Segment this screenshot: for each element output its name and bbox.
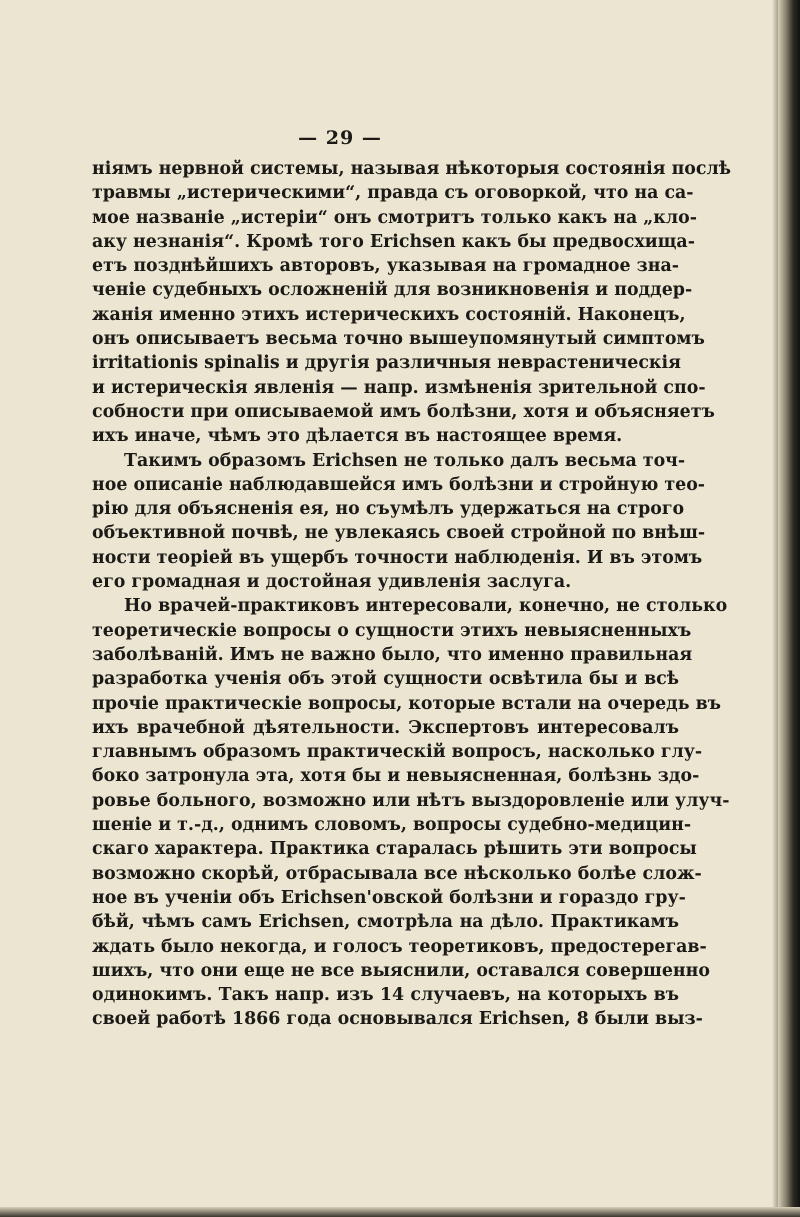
text-line: заболѣваній. Имъ не важно было, что именно правильная	[92, 644, 693, 665]
text-line: ждать было некогда, и голосъ теоретиковъ, предостерегав-	[92, 936, 707, 957]
text-line: разработка ученія объ этой сущности освѣтила бы и всѣ	[92, 669, 679, 690]
text-line: рію для объясненія ея, но съумѣлъ удержаться на строго	[92, 499, 685, 520]
page-number: — 29 —	[298, 127, 382, 149]
text-line: его громадная и достойная удивленія заслуга.	[92, 572, 572, 593]
text-line: собности при описываемой имъ болѣзни, хотя и объясняетъ	[92, 401, 715, 422]
text-line: irritationis spinalis и другія различныя неврастеническія	[92, 353, 681, 374]
text-line: возможно скорѣй, отбрасывала все нѣсколько болѣе слож-	[92, 863, 702, 884]
page-bottom-edge	[0, 1207, 800, 1217]
text-line: ровье больного, возможно или нѣтъ выздоровленіе или улуч-	[92, 790, 730, 811]
text-line: ніямъ нервной системы, называя нѣкоторыя состоянія послѣ	[92, 159, 731, 179]
text-line: теоретическіе вопросы о сущности этихъ невыясненныхъ	[92, 620, 692, 641]
text-line: одинокимъ. Такъ напр. изъ 14 случаевъ, на которыхъ въ	[92, 985, 679, 1006]
text-line: Такимъ образомъ Erichsen не только далъ весьма точ-	[124, 450, 686, 471]
text-line: прочіе практическіе вопросы, которые встали на очередь въ	[92, 693, 722, 714]
text-line: онъ описываетъ весьма точно вышеупомянутый симптомъ	[92, 329, 705, 350]
text-line: ности теоріей въ ущербъ точности наблюденія. И въ этомъ	[92, 547, 703, 568]
text-line: объективной почвѣ, не увлекаясь своей стройной по внѣш-	[92, 523, 706, 544]
text-line: етъ позднѣйшихъ авторовъ, указывая на громадное зна-	[92, 256, 679, 277]
text-line: шихъ, что они еще не все выяснили, оставался совершенно	[92, 960, 710, 981]
text-line: ченіе судебныхъ осложненій для возникновенія и поддер-	[92, 280, 693, 301]
text-line: травмы „истерическими“, правда съ оговоркой, что на са-	[92, 183, 694, 204]
text-line: ное описаніе наблюдавшейся имъ болѣзни и стройную тео-	[92, 474, 706, 495]
text-line: Но врачей-практиковъ интересовали, конечно, не столько	[124, 596, 728, 617]
text-line: ихъ врачебной дѣятельности. Экспертовъ интересовалъ	[92, 717, 679, 738]
text-line: боко затронула эта, хотя бы и невыясненная, болѣзнь здо-	[92, 766, 700, 787]
text-line: бѣй, чѣмъ самъ Erichsen, смотрѣла на дѣло. Практикамъ	[92, 912, 679, 933]
book-spine	[778, 0, 800, 1217]
text-line: аку незнанія“. Кромѣ того Erichsen какъ бы предвосхища-	[92, 231, 695, 252]
text-line: ихъ иначе, чѣмъ это дѣлается въ настоящее время.	[92, 426, 623, 447]
body-text	[92, 157, 731, 1032]
text-line: шеніе и т.-д., однимъ словомъ, вопросы судебно-медицин-	[92, 815, 692, 836]
text-line: жанія именно этихъ истерическихъ состояній. Наконецъ,	[92, 304, 686, 325]
text-line: своей работѣ 1866 года основывался Erichsen, 8 были выз-	[92, 1009, 703, 1030]
text-line: скаго характера. Практика старалась рѣшить эти вопросы	[92, 839, 697, 860]
text-line: и истерическія явленія — напр. измѣненія зрительной спо-	[92, 377, 706, 398]
text-line: ное въ ученіи объ Erichsen'овской болѣзни и гораздо гру-	[92, 887, 686, 908]
text-line: мое названіе „истеріи“ онъ смотритъ только какъ на „кло-	[92, 207, 697, 228]
text-line: главнымъ образомъ практическій вопросъ, насколько глу-	[92, 742, 703, 763]
